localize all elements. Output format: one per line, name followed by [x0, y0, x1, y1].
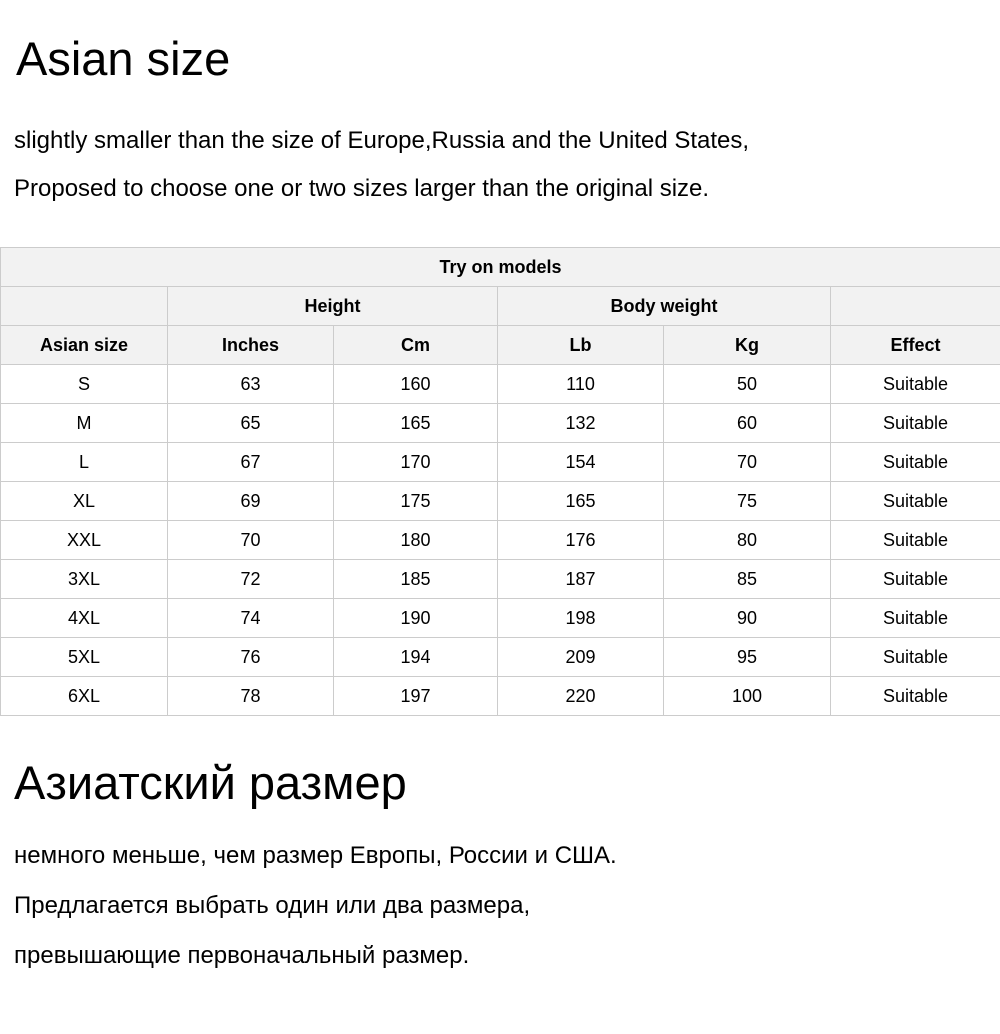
- cell-kg: 75: [664, 482, 831, 521]
- cell-inches: 76: [168, 638, 334, 677]
- cell-size: 5XL: [1, 638, 168, 677]
- cell-effect: Suitable: [831, 443, 1000, 482]
- table-row-6xl: [1, 677, 1000, 716]
- group-header-empty-right: [831, 287, 1000, 326]
- outro-text-russian: [14, 844, 1000, 968]
- cell-lb: 154: [498, 443, 664, 482]
- cell-inches: 63: [168, 365, 334, 404]
- cell-kg: 85: [664, 560, 831, 599]
- cell-inches: 74: [168, 599, 334, 638]
- cell-cm: 175: [334, 482, 498, 521]
- intro-line-2: Proposed to choose one or two sizes larger than the original size.: [14, 177, 1000, 201]
- table-caption-row: [1, 248, 1000, 287]
- cell-size: 4XL: [1, 599, 168, 638]
- col-header-kg: Kg: [664, 326, 831, 365]
- cell-cm: 185: [334, 560, 498, 599]
- cell-cm: 165: [334, 404, 498, 443]
- cell-size: 3XL: [1, 560, 168, 599]
- table-row-s: [1, 365, 1000, 404]
- table-row-3xl: [1, 560, 1000, 599]
- cell-size: XXL: [1, 521, 168, 560]
- table-row-xxl: [1, 521, 1000, 560]
- page-title-russian: Азиатский размер: [14, 758, 1000, 807]
- cell-lb: 198: [498, 599, 664, 638]
- cell-lb: 165: [498, 482, 664, 521]
- cell-size: XL: [1, 482, 168, 521]
- cell-inches: 65: [168, 404, 334, 443]
- cell-kg: 50: [664, 365, 831, 404]
- cell-lb: 209: [498, 638, 664, 677]
- cell-size: 6XL: [1, 677, 168, 716]
- cell-cm: 160: [334, 365, 498, 404]
- table-caption: Try on models: [1, 248, 1000, 287]
- table-column-header-row: [1, 326, 1000, 365]
- cell-size: S: [1, 365, 168, 404]
- cell-size: M: [1, 404, 168, 443]
- cell-effect: Suitable: [831, 365, 1000, 404]
- cell-cm: 194: [334, 638, 498, 677]
- cell-cm: 190: [334, 599, 498, 638]
- cell-lb: 176: [498, 521, 664, 560]
- table-row-l: [1, 443, 1000, 482]
- cell-kg: 60: [664, 404, 831, 443]
- cell-effect: Suitable: [831, 677, 1000, 716]
- col-header-inches: Inches: [168, 326, 334, 365]
- cell-lb: 110: [498, 365, 664, 404]
- table-group-header-row: [1, 287, 1000, 326]
- outro-line-2: Предлагается выбрать один или два размера,: [14, 894, 1000, 918]
- cell-lb: 187: [498, 560, 664, 599]
- table-row-xl: [1, 482, 1000, 521]
- intro-text-english: [14, 129, 1000, 201]
- cell-inches: 69: [168, 482, 334, 521]
- cell-cm: 170: [334, 443, 498, 482]
- table-row-m: [1, 404, 1000, 443]
- cell-effect: Suitable: [831, 482, 1000, 521]
- cell-effect: Suitable: [831, 404, 1000, 443]
- group-header-body-weight: Body weight: [498, 287, 831, 326]
- cell-lb: 132: [498, 404, 664, 443]
- cell-inches: 72: [168, 560, 334, 599]
- cell-kg: 100: [664, 677, 831, 716]
- cell-effect: Suitable: [831, 560, 1000, 599]
- table-row-5xl: [1, 638, 1000, 677]
- outro-line-1: немного меньше, чем размер Европы, России и США.: [14, 844, 1000, 868]
- group-header-height: Height: [168, 287, 498, 326]
- col-header-lb: Lb: [498, 326, 664, 365]
- cell-effect: Suitable: [831, 638, 1000, 677]
- cell-inches: 67: [168, 443, 334, 482]
- cell-effect: Suitable: [831, 599, 1000, 638]
- cell-cm: 180: [334, 521, 498, 560]
- outro-line-3: превышающие первоначальный размер.: [14, 944, 1000, 968]
- cell-kg: 70: [664, 443, 831, 482]
- col-header-asian-size: Asian size: [1, 326, 168, 365]
- size-chart-table: [0, 247, 1000, 716]
- page-title-english: Asian size: [16, 34, 1000, 83]
- cell-size: L: [1, 443, 168, 482]
- cell-kg: 95: [664, 638, 831, 677]
- cell-inches: 70: [168, 521, 334, 560]
- col-header-effect: Effect: [831, 326, 1000, 365]
- cell-kg: 90: [664, 599, 831, 638]
- cell-inches: 78: [168, 677, 334, 716]
- cell-effect: Suitable: [831, 521, 1000, 560]
- table-row-4xl: [1, 599, 1000, 638]
- group-header-empty-left: [1, 287, 168, 326]
- cell-lb: 220: [498, 677, 664, 716]
- col-header-cm: Cm: [334, 326, 498, 365]
- intro-line-1: slightly smaller than the size of Europe,Russia and the United States,: [14, 129, 1000, 153]
- cell-kg: 80: [664, 521, 831, 560]
- cell-cm: 197: [334, 677, 498, 716]
